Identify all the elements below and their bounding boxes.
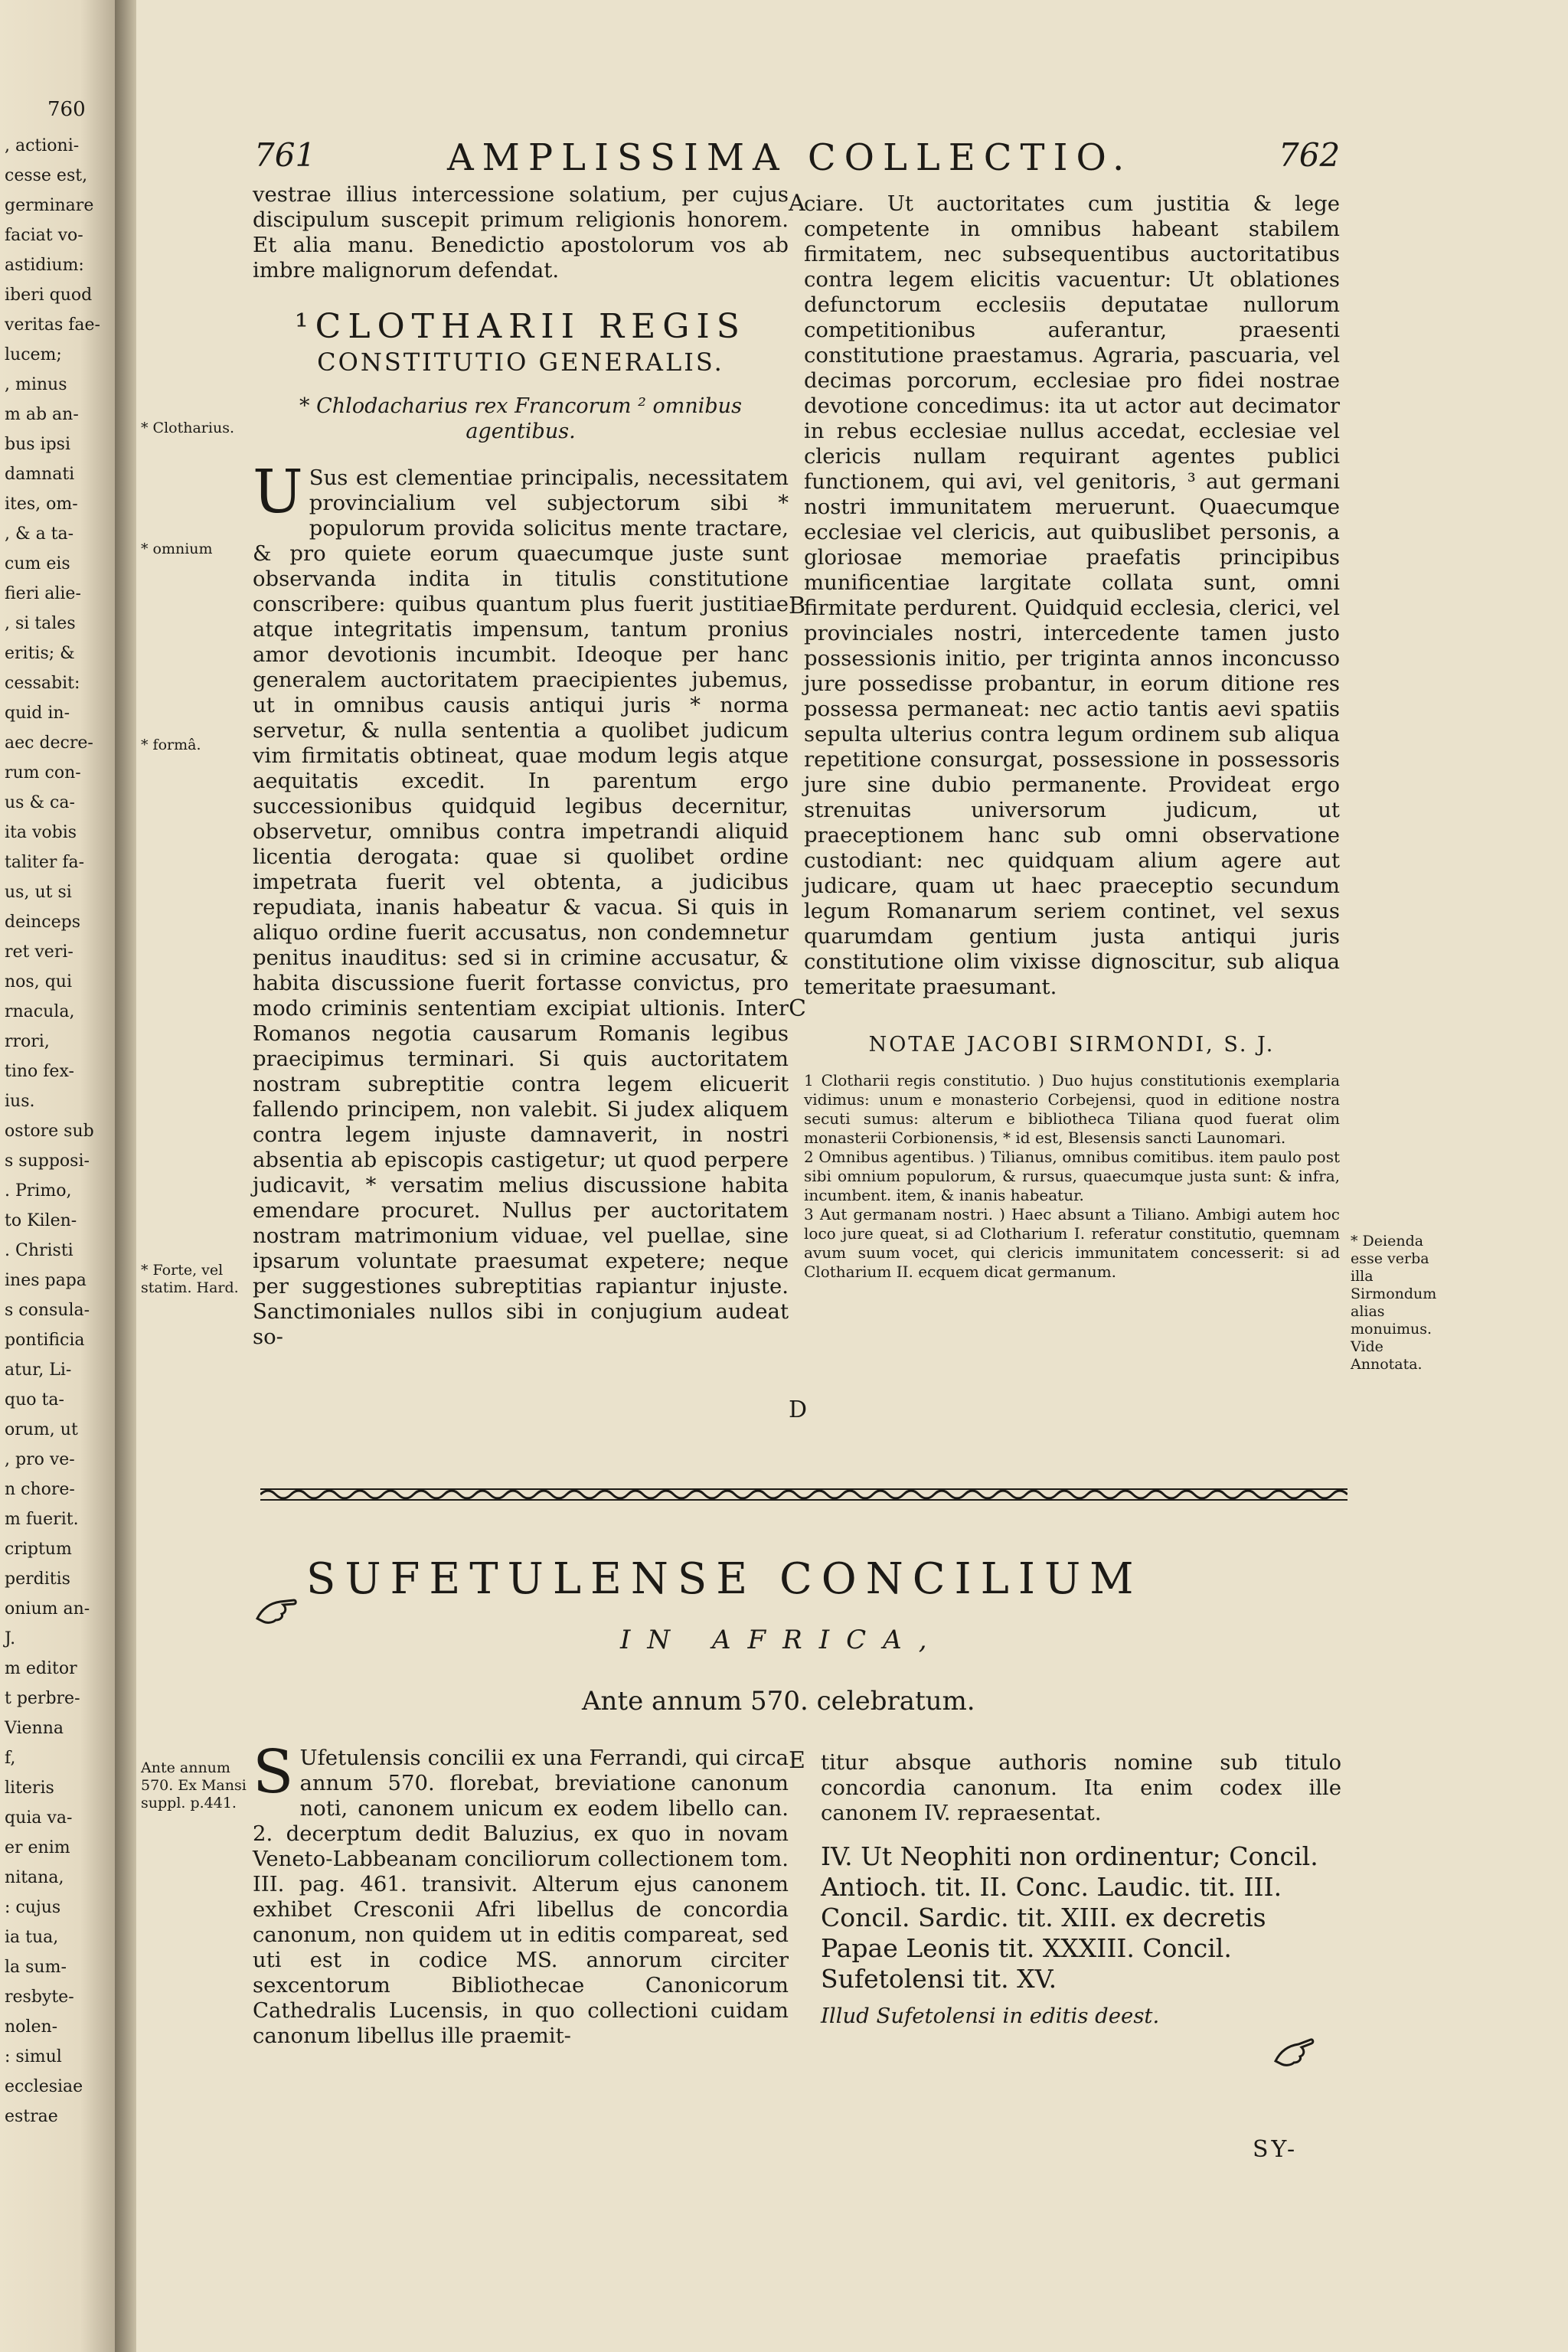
previous-page-line: m ab an- (5, 405, 79, 424)
previous-page-line: J. (5, 1629, 16, 1648)
previous-page-line: bus ipsi (5, 435, 70, 454)
running-title: AMPLISSIMA COLLECTIO. (447, 136, 1133, 179)
previous-page-line: veritas fae- (5, 315, 100, 335)
constitution-heading: ¹CLOTHARII REGIS (295, 307, 746, 346)
constitution-body (253, 458, 789, 1350)
decorative-rule (260, 1487, 1348, 1502)
council-left-paragraph (253, 1738, 789, 2049)
previous-page-line: , si tales (5, 614, 76, 633)
previous-page-line: ites, om- (5, 495, 78, 514)
previous-page-line: pontificia (5, 1331, 85, 1350)
previous-page-line: orum, ut (5, 1420, 78, 1439)
pointing-hand-icon-footer (1269, 2030, 1315, 2069)
previous-page-line: . Primo, (5, 1181, 72, 1200)
previous-page-line: literis (5, 1779, 54, 1798)
previous-page-line: us & ca- (5, 793, 75, 812)
previous-page-line: nolen- (5, 2017, 58, 2037)
footnote-2: 2 Omnibus agentibus. ) Tilianus, omnibus comitibus. item paulo post sibi omnium populorum, & rursus, quaecumque justa sunt: & infra, incumbent. item, & inanis habeatur. (804, 1148, 1340, 1204)
council-left-column (253, 1738, 789, 2049)
previous-page-line: to Kilen- (5, 1211, 77, 1230)
previous-page-line: astidium: (5, 256, 84, 275)
previous-page-line: Vienna (5, 1719, 64, 1738)
section-letter-e: E (789, 1747, 805, 1774)
previous-page-line: faciat vo- (5, 226, 83, 245)
section-letter-c: C (789, 995, 806, 1022)
previous-page-line: cesse est, (5, 166, 88, 185)
drop-cap: U (253, 458, 303, 527)
council-left-text: Ufetulensis concilii ex una Ferrandi, qui circa annum 570. florebat, breviatione canonum noti, canonem unicum ex eodem libello can. 2. decerptum dedit Baluzius, ex quo in novam Veneto-Labbeanam conciliorum collectionem tom. III. pag. 461. transivit. Alterum ejus canonem exhibet Cresconii Afri libellus de concordia canonum, non quidem ut in editis compareat, sed uti est in codice MS. annorum circiter sexcentorum Bibliothecae Canonicorum Cathedralis Lucensis, in quo collectioni cuidam canonum libellus ille praemit- (253, 1746, 789, 2048)
previous-page-line: rrori, (5, 1032, 50, 1051)
constitution-continuation: ciare. Ut auctoritates cum justitia & lege competente in omnibus habeant stabilem firmitatem, nec subsequentibus auctoritatibus contra legem elicitis vacuentur: Ut oblationes defunctorum ecclesiis deputatae nullorum competitionibus auferantur, praesenti constitutione praestamus. Agraria, pascuaria, vel decimas porcorum, ecclesiae pro fidei nostrae devotione concedimus: ita ut actor aut decimator in rebus ecclesiae nullus accedat, ecclesiae vel clericis nullam requirant agentes publici functionem, qui avi, vel genitoris, ³ aut germani nostri immunitatem meruerunt. Quaecumque ecclesiae vel clericis, aut quibuslibet personis, a gloriosae memoriae praefatis principibus munificentiae largitate collata sunt, omni firmitate perdurent. Quidquid ecclesia, clerici, vel provinciales nostri, intercedente tamen justo possessionis initio, per triginta annos inconcusso jure possedisse probantur, in eorum ditione res possessa permaneat: nec actio tantis aevi spatiis sepulta ulterius contra legum ordinem sub aliqua repetitione consurgat, possessione in possessoris jure sine dubio permanente. Provideat ergo strenuitas universorum judicum, ut praeceptionem hanc sub omni observatione custodiant: nec quidquam alium agere aut judicare, quam ut haec praeceptio secundum legum Romanarum seriem continet, vel sexus quarumdam gentium justa antiqui juris constitutione olim vixisse dignoscitur, sub aliqua temeritate praesumant. (804, 191, 1340, 999)
previous-page-line: nitana, (5, 1868, 64, 1887)
closing-note: Illud Sufetolensi in editis deest. (821, 2004, 1160, 2028)
previous-page-line: atur, Li- (5, 1361, 72, 1380)
previous-page-line: m fuerit. (5, 1510, 79, 1529)
previous-page-line: ita vobis (5, 823, 77, 842)
previous-page-line: resbyte- (5, 1988, 74, 2007)
previous-page-line: . Christi (5, 1241, 74, 1260)
previous-page-line: , pro ve- (5, 1450, 75, 1469)
previous-page-line: la sum- (5, 1958, 67, 1977)
constitution-subheading: CONSTITUTIO GENERALIS. (317, 348, 724, 377)
previous-page-line: deinceps (5, 913, 81, 932)
previous-page-line: damnati (5, 465, 75, 484)
previous-page-line: rnacula, (5, 1002, 75, 1021)
book-gutter (115, 0, 136, 2352)
margin-note-clotharius: * Clotharius. (141, 420, 234, 436)
previous-page-line: perditis (5, 1570, 70, 1589)
council-drop-cap: S (253, 1738, 294, 1807)
previous-page-line: , minus (5, 375, 67, 394)
previous-page-line: estrae (5, 2107, 58, 2126)
previous-page-line: aec decre- (5, 733, 93, 753)
previous-page-line: m editor (5, 1659, 77, 1678)
margin-note-ante-annum: Ante annum 570. Ex Mansi suppl. p.441. (141, 1759, 247, 1811)
previous-page-line: f, (5, 1749, 16, 1768)
previous-page-line: quo ta- (5, 1390, 64, 1410)
folio-left: 761 (254, 136, 316, 174)
previous-page-folio: 760 (47, 98, 86, 121)
previous-page-line: us, ut si (5, 883, 72, 902)
previous-page-line: germinare (5, 196, 94, 215)
previous-page-line: cessabit: (5, 674, 80, 693)
previous-page-edge (0, 0, 115, 2352)
previous-page-line: iberi quod (5, 286, 93, 305)
left-column (253, 182, 789, 1350)
council-title: SUFETULENSE CONCILIUM (306, 1554, 1143, 1604)
previous-page-line: n chore- (5, 1480, 75, 1499)
margin-note-forte: * Forte, vel statim. Hard. (141, 1262, 239, 1296)
previous-page-line: eritis; & (5, 644, 75, 663)
previous-page-line: quia va- (5, 1808, 73, 1828)
previous-page-line: er enim (5, 1838, 70, 1857)
previous-page-line: fieri alie- (5, 584, 81, 603)
section-letter-d: D (789, 1396, 808, 1423)
section-letter-a: A (789, 190, 805, 217)
footnote-1: 1 Clotharii regis constitutio. ) Duo hujus constitutionis exemplaria vidimus: unum e monasterio Corbejensi, quod in editione nostra secuti sumus: alterum e bibliotheca Tiliana quod fuerat olim monasterii Corbionensis, * id est, Blesensis sancti Launomari. (804, 1071, 1340, 1147)
right-column (804, 191, 1340, 1282)
previous-page-line: cum eis (5, 554, 70, 573)
folio-right: 762 (1279, 136, 1341, 174)
previous-page-line: ecclesiae (5, 2077, 83, 2096)
previous-page-line: , actioni- (5, 136, 80, 155)
council-right-column (821, 1750, 1341, 2029)
previous-page-line: ret veri- (5, 942, 74, 962)
previous-page-line: quid in- (5, 704, 70, 723)
previous-page-line: s supposi- (5, 1152, 90, 1171)
previous-page-line: onium an- (5, 1599, 90, 1619)
previous-page-line: : simul (5, 2047, 62, 2066)
margin-note-forma: * formâ. (141, 737, 201, 753)
previous-page-line: s consula- (5, 1301, 90, 1320)
previous-page-line: taliter fa- (5, 853, 85, 872)
previous-page-line: t perbre- (5, 1689, 80, 1708)
footnote-3: 3 Aut germanam nostri. ) Haec absunt a Tiliano. Ambigi autem hoc loco jure queat, si ad Clotharium I. referatur constitutio, quemnam avum suum vocet, qui clericis immunitatem concesserit: si ad Clotharium II. ecquem dicat germanum. (804, 1205, 1340, 1281)
catchword: SY- (1253, 2136, 1298, 2163)
constitution-text: Sus est clementiae principalis, necessitatem provincialium vel subjectorum sibi * populorum provida solicitus mente tractare, & pro quiete eorum quaecumque juste sunt observanda indita in titulis constitutione conscribere: quibus quantum plus fuerit justitiae atque integritatis impensum, tantum pronius amor devotionis incumbit. Ideoque per hanc generalem auctoritatem praecipientes jubemus, ut in omnibus causis antiqui juris * norma servetur, & nulla sententia a quolibet judicum vim firmitatis obtineat, quae modum legis atque aequitatis excedit. In parentum ergo successionibus quidquid legibus decernitur, observetur, omnibus contra impetrandi aliquid licentia derogata: quae si quolibet ordine impetrata fuerit vel obtenta, a judicibus repudiata, inanis habeatur & vacua. Si quis in aliquo ordine fuerit accusatus, non condemnetur penitus inauditus: sed si in crimine accusatur, & habita discussione fuerit fortasse convictus, pro modo criminis sententiam excipiat ultionis. Inter Romanos negotia causarum Romanis legibus praecipimus terminari. Si quis auctoritatem nostram subreptitie contra legem elicuerit fallendo principem, non valebit. Si judex aliquem contra legem injuste damnaverit, in nostri absentia ab episcopis castigetur; ut quod perpere judicavit, * versatim melius discussione habita emendare procuret. Nullus per auctoritatem nostram matrimonium viduae, vel puellae, sine ipsarum voluntate praesumat expetere; neque per suggestiones subreptitias rapiantur injuste. Sanctimoniales nullos sibi in conjugium audeat so- (253, 466, 789, 1349)
previous-page-line: : cujus (5, 1898, 61, 1917)
council-right-paragraph: titur absque authoris nomine sub titulo concordia canonum. Ita enim codex ille canonem IV. repraesentat. (821, 1750, 1341, 1825)
previous-page-line: criptum (5, 1540, 72, 1559)
constitution-inscription: * Chlodacharius rex Francorum ² omnibus agentibus. (299, 394, 742, 443)
previous-page-line: tino fex- (5, 1062, 74, 1081)
previous-page-line: rum con- (5, 763, 81, 782)
previous-page-line: ostore sub (5, 1122, 94, 1141)
section-letter-b: B (789, 593, 806, 619)
council-date-line: Ante annum 570. celebratum. (582, 1686, 975, 1717)
opening-paragraph: vestrae illius intercessione solatium, per cujus discipulum suscepit primum religionis honorem. Et alia manu. Benedictio apostolorum vos ab imbre malignorum defendat. (253, 182, 789, 283)
previous-page-line: ines papa (5, 1271, 87, 1290)
previous-page-line: , & a ta- (5, 524, 74, 544)
previous-page-line: ia tua, (5, 1928, 59, 1947)
previous-page-line: nos, qui (5, 972, 72, 991)
margin-note-omnium: * omnium (141, 541, 213, 557)
canon-four: IV. Ut Neophiti non ordinentur; Concil. Antioch. tit. II. Conc. Laudic. tit. III. Concil. Sardic. tit. XIII. ex decretis Papae Leonis tit. XXXIII. Concil. Sufetolensi tit. XV. (821, 1841, 1318, 1994)
previous-page-line: ius. (5, 1092, 35, 1111)
margin-note-deienda: * Deienda esse verba illa Sirmondum alias monuimus. Vide Annotata. (1351, 1233, 1437, 1373)
council-subtitle: IN AFRICA, (620, 1625, 944, 1655)
notes-heading: NOTAE JACOBI SIRMONDI, S. J. (868, 1033, 1276, 1057)
previous-page-line: lucem; (5, 345, 62, 364)
pointing-hand-icon (253, 1589, 299, 1628)
